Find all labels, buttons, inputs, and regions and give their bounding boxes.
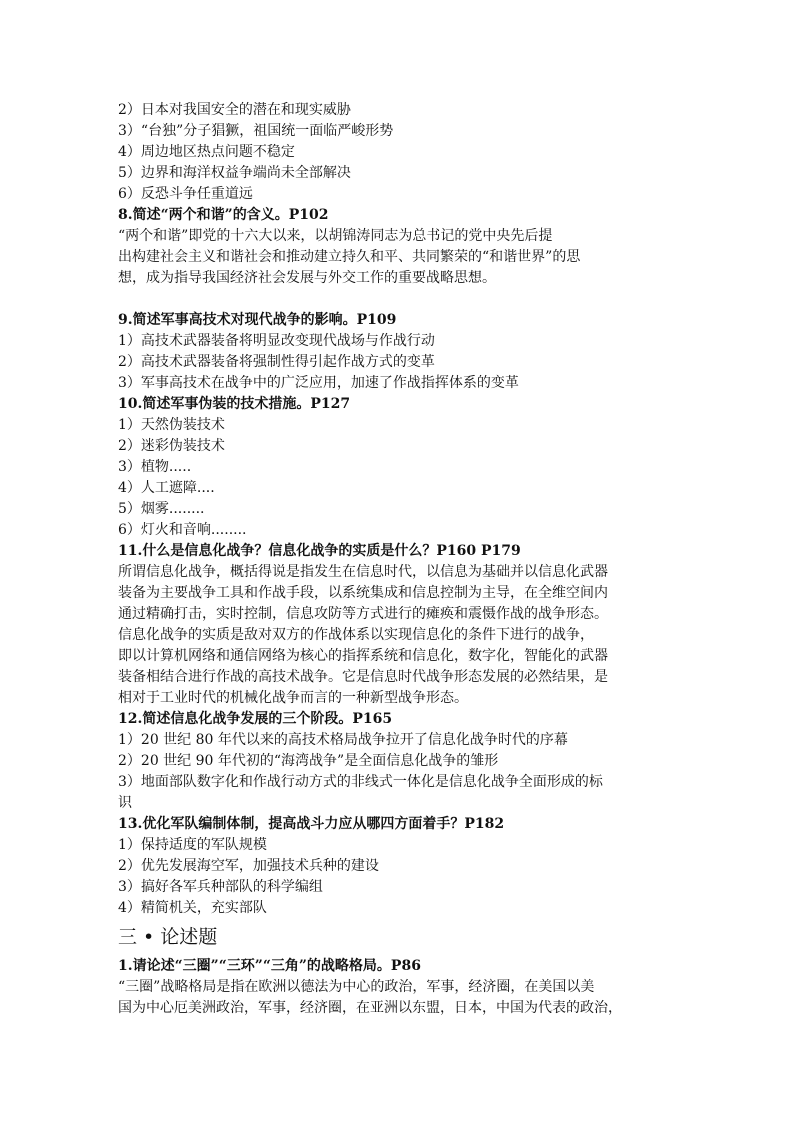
text-line: 3）“台独”分子猖獗，祖国统一面临严峻形势	[118, 123, 394, 139]
text-line: 1）20 世纪 80 年代以来的高技术格局战争拉开了信息化战争时代的序幕	[118, 732, 568, 748]
text-line: 3）搞好各军兵种部队的科学编组	[118, 879, 323, 895]
text-line: 4）周边地区热点问题不稳定	[118, 144, 295, 160]
text-line: 识	[118, 795, 132, 811]
text-line: “两个和谐”即党的十六大以来，以胡锦涛同志为总书记的党中央先后提	[118, 228, 553, 244]
text-line: 出构建社会主义和谐社会和推动建立持久和平、共同繁荣的“和谐世界”的思	[118, 249, 581, 265]
text-line: 2）迷彩伪装技术	[118, 438, 225, 454]
question-heading: 10.简述军事伪装的技术措施。P127	[118, 396, 351, 412]
text-line: 装备为主要战争工具和作战手段，以系统集成和信息控制为主导，在全维空间内	[118, 585, 608, 601]
text-line: 装备相结合进行作战的高技术战争。它是信息时代战争形态发展的必然结果，是	[118, 669, 608, 685]
text-line: 6）灯火和音响........	[118, 522, 247, 538]
text-line: 想，成为指导我国经济社会发展与外交工作的重要战略思想。	[118, 270, 496, 286]
question-heading: 13.优化军队编制体制，提高战斗力应从哪四方面着手？P182	[118, 816, 505, 832]
text-line: 2）日本对我国安全的潜在和现实威胁	[118, 102, 351, 118]
text-line: 3）地面部队数字化和作战行动方式的非线式一体化是信息化战争全面形成的标	[118, 774, 603, 790]
question-heading: 1.请论述“三圈”“三环”“三角”的战略格局。P86	[118, 958, 421, 974]
blank-line	[118, 289, 678, 310]
text-line: 1）高技术武器装备将明显改变现代战场与作战行动	[118, 333, 435, 349]
text-line: 相对于工业时代的机械化战争而言的一种新型战争形态。	[118, 690, 468, 706]
question-heading: 12.简述信息化战争发展的三个阶段。P165	[118, 711, 393, 727]
text-line: 3）植物.....	[118, 459, 192, 475]
text-line: 国为中心厄美洲政治，军事，经济圈，在亚洲以东盟，日本，中国为代表的政治，	[118, 1000, 622, 1016]
text-line: 4）精简机关，充实部队	[118, 900, 267, 916]
question-heading: 8.简述“两个和谐”的含义。P102	[118, 207, 329, 223]
text-line: 2）20 世纪 90 年代初的“海湾战争”是全面信息化战争的雏形	[118, 753, 499, 769]
text-line: 2）优先发展海空军，加强技术兵种的建设	[118, 858, 379, 874]
text-line: 5）边界和海洋权益争端尚未全部解决	[118, 165, 351, 181]
text-line: 3）军事高技术在战争中的广泛应用，加速了作战指挥体系的变革	[118, 375, 519, 391]
text-line: 1）保持适度的军队规模	[118, 837, 267, 853]
question-heading: 11.什么是信息化战争？信息化战争的实质是什么？P160 P179	[118, 543, 521, 559]
text-line: 通过精确打击，实时控制，信息攻防等方式进行的瘫痪和震慑作战的战争形态。	[118, 606, 608, 622]
text-line: “三圈”战略格局是指在欧洲以德法为中心的政治，军事，经济圈，在美国以美	[118, 979, 595, 995]
text-line: 1）天然伪装技术	[118, 417, 225, 433]
text-line: 即以计算机网络和通信网络为核心的指挥系统和信息化，数字化，智能化的武器	[118, 648, 608, 664]
section-heading: 三 • 论述题	[118, 926, 218, 948]
text-line: 2）高技术武器装备将强制性得引起作战方式的变革	[118, 354, 435, 370]
text-line: 所谓信息化战争，概括得说是指发生在信息时代，以信息为基础并以信息化武器	[118, 564, 608, 580]
text-line: 4）人工遮障....	[118, 480, 215, 496]
document-body	[118, 100, 678, 1019]
text-line: 信息化战争的实质是敌对双方的作战体系以实现信息化的条件下进行的战争，	[118, 627, 594, 643]
question-heading: 9.简述军事高技术对现代战争的影响。P109	[118, 312, 397, 328]
text-line: 6）反恐斗争任重道远	[118, 186, 253, 202]
text-line: 5）烟雾........	[118, 501, 205, 517]
